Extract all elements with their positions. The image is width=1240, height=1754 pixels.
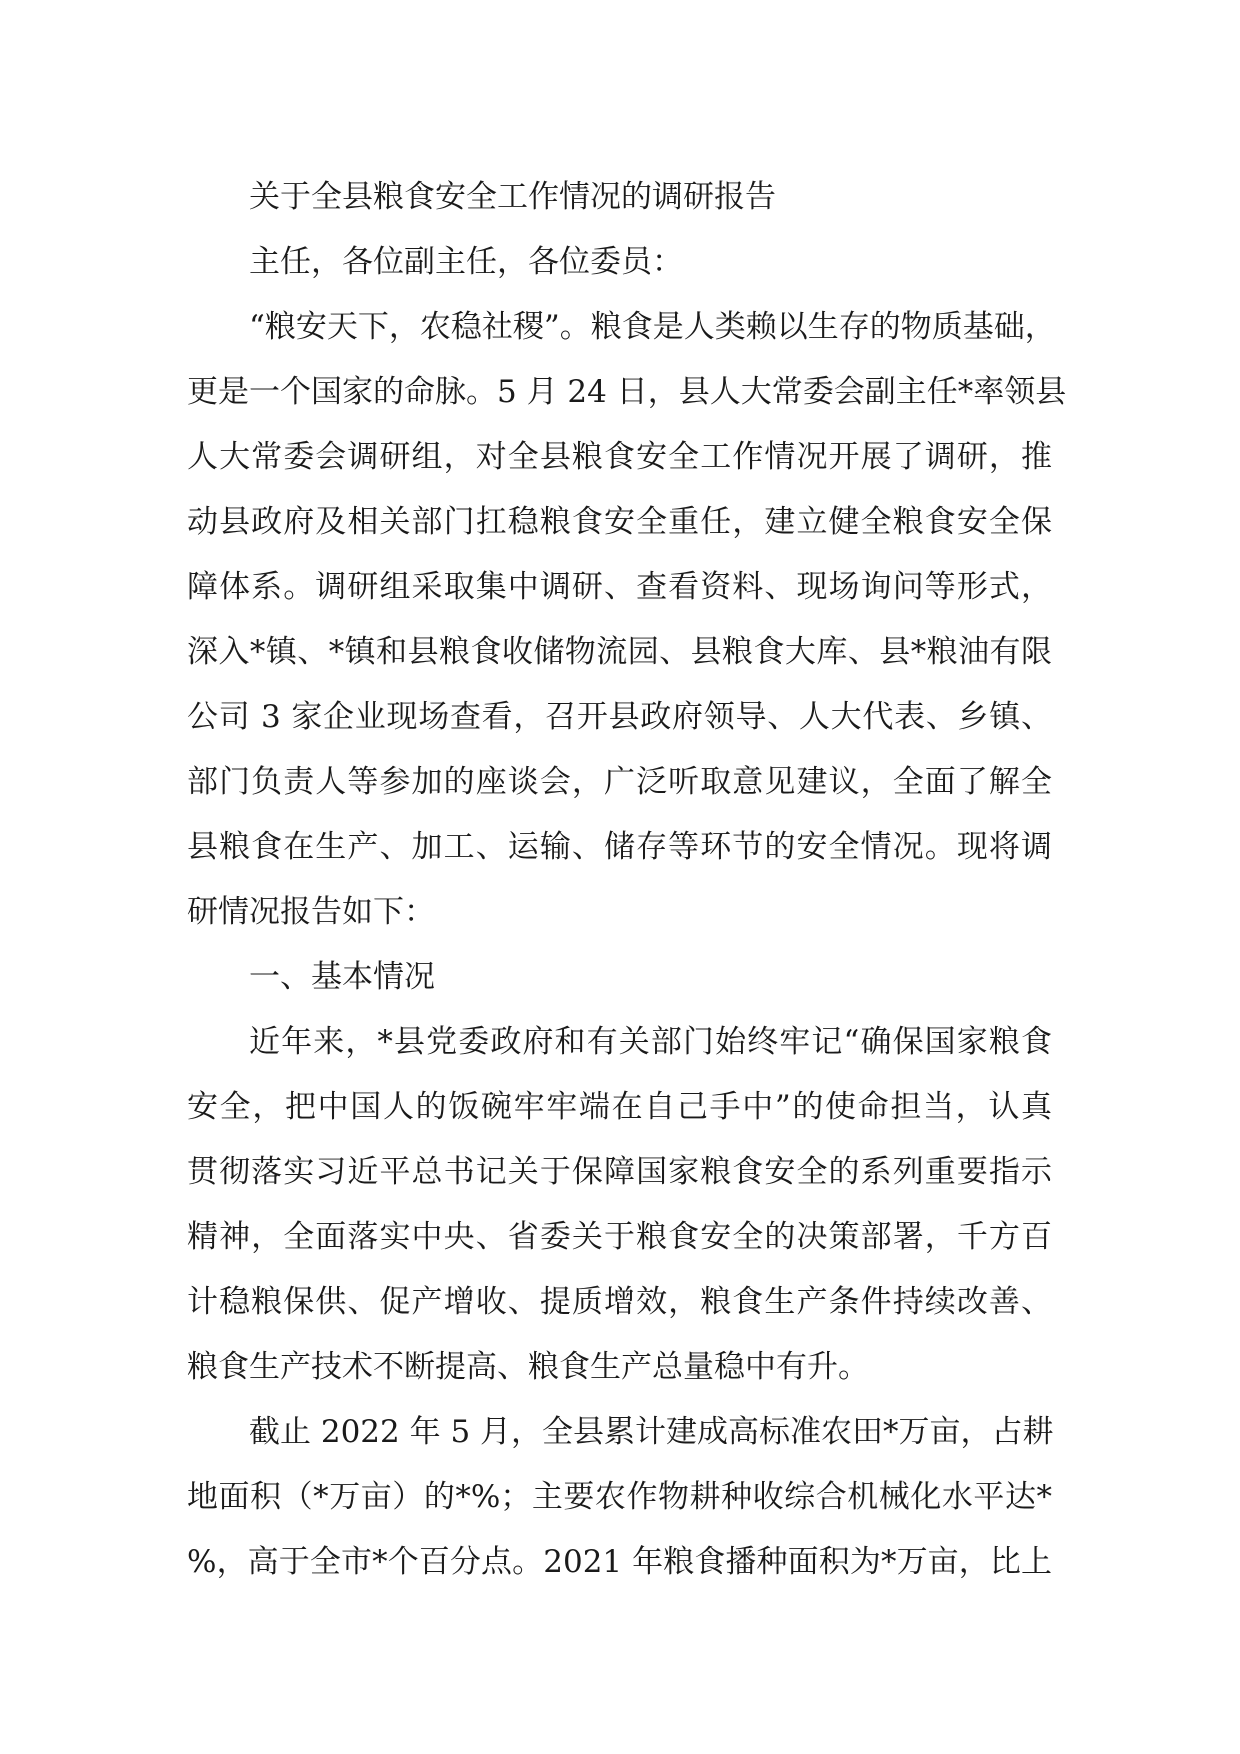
paragraph-line: 部门负责人等参加的座谈会，广泛听取意见建议，全面了解全 [187, 764, 1052, 800]
section-heading [187, 945, 1052, 1010]
paragraph-line: 计稳粮保供、促产增收、提质增效，粮食生产条件持续改善、 [187, 1284, 1052, 1320]
paragraph-line: “粮安天下，农稳社稷”。粮食是人类赖以生存的物质基础， [249, 309, 1056, 345]
paragraph-line: 县粮食在生产、加工、运输、储存等环节的安全情况。现将调 [187, 829, 1052, 865]
paragraph-line: 深入*镇、*镇和县粮食收储物流园、县粮食大库、县*粮油有限 [187, 634, 1052, 670]
paragraph-line: 贯彻落实习近平总书记关于保障国家粮食安全的系列重要指示 [187, 1154, 1052, 1190]
paragraph-line: 研情况报告如下： [187, 894, 435, 930]
document-body [187, 165, 1067, 1595]
salutation: 主任，各位副主任，各位委员： [249, 244, 683, 280]
paragraph-overview [187, 1010, 1052, 1400]
paragraph-line: 更是一个国家的命脉。5 月 24 日，县人大常委会副主任*率领县 [187, 374, 1067, 410]
document-title: 关于全县粮食安全工作情况的调研报告 [249, 179, 776, 215]
paragraph-statistics [187, 1400, 1052, 1595]
paragraph-line: 精神，全面落实中央、省委关于粮食安全的决策部署，千方百 [187, 1219, 1052, 1255]
paragraph-line: 人大常委会调研组，对全县粮食安全工作情况开展了调研，推 [187, 439, 1052, 475]
paragraph-line: 安全，把中国人的饭碗牢牢端在自己手中”的使命担当，认真 [187, 1089, 1052, 1125]
paragraph-line: 粮食生产技术不断提高、粮食生产总量稳中有升。 [187, 1349, 869, 1385]
section-heading-text: 一、基本情况 [249, 959, 435, 995]
paragraph-line: 公司 3 家企业现场查看，召开县政府领导、人大代表、乡镇、 [187, 699, 1052, 735]
paragraph-intro [187, 295, 1067, 945]
paragraph-line: 地面积（*万亩）的*%；主要农作物耕种收综合机械化水平达* [187, 1479, 1052, 1515]
paragraph-line: 近年来，*县党委政府和有关部门始终牢记“确保国家粮食 [249, 1024, 1052, 1060]
paragraph-line: %，高于全市*个百分点。2021 年粮食播种面积为*万亩，比上 [187, 1544, 1052, 1580]
paragraph-line: 动县政府及相关部门扛稳粮食安全重任，建立健全粮食安全保 [187, 504, 1052, 540]
paragraph-line: 截止 2022 年 5 月，全县累计建成高标准农田*万亩，占耕 [249, 1414, 1054, 1450]
paragraph-line: 障体系。调研组采取集中调研、查看资料、现场询问等形式， [187, 569, 1052, 605]
